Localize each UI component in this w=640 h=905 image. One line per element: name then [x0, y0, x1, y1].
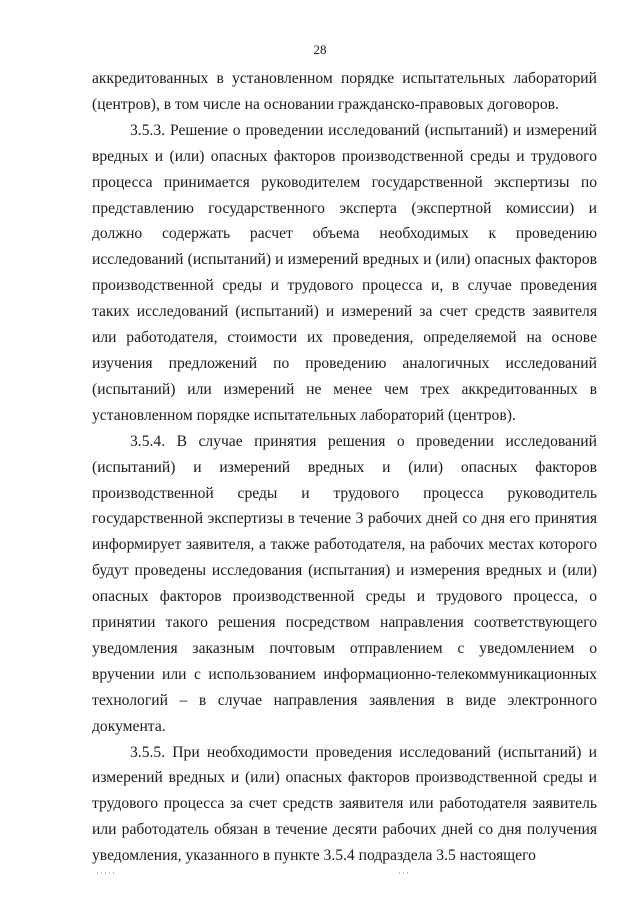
paragraph-3-5-4: 3.5.4. В случае принятия решения о проведении исследований (испытаний) и измерений вредных и (или) опасных факторов производственной среды и трудового процесса руководитель государственной экспертизы в течение 3 рабочих дней со дня его принятия информирует заявителя, а также работодателя, на рабочих местах которого будут проведены исследования (испытания) и измерения вредных и (или) опасных факторов производственной среды и трудового процесса, о принятии такого решения посредством направления соответствующего уведомления заказным почтовым отправлением с уведомлением о вручении или с использованием информационно-телекоммуникационных технологий – в случае направления заявления в виде электронного документа.: [92, 432, 597, 735]
paragraph-3-5-5: 3.5.5. При необходимости проведения исследований (испытаний) и измерений вредных и (или) опасных факторов производственной среды и трудового процесса за счет средств заявителя или работодателя заявитель или работодатель обязан в течение десяти рабочих дней со дня получения уведомления, указанного в пункте 3.5.4 подраздела 3.5 настоящего: [92, 743, 597, 865]
page-number: 28: [313, 42, 327, 57]
paragraph-3-5-3: 3.5.3. Решение о проведении исследований (испытаний) и измерений вредных и (или) опасных факторов производственной среды и трудового процесса принимается руководителем государственной экспертизы по представлению государственного эксперта (экспертной комиссии) и должно содержать расчет объема необходимых к проведению исследований (испытаний) и измерений вредных и (или) опасных факторов производственной среды и трудового процесса и, в случае проведения таких исследований (испытаний) и измерений за счет средств заявителя или работодателя, стоимости их проведения, определяемой на основе изучения предложений по проведению аналогичных исследований (испытаний) или измерений не менее чем трех аккредитованных в установленном порядке испытательных лабораторий (центров).: [92, 121, 597, 424]
paragraph-continuation: аккредитованных в установленном порядке испытательных лабораторий (центров), в том числе на основании гражданско-правовых договоров.: [92, 70, 597, 113]
document-body: [92, 66, 597, 869]
footer-scan-mark-left: ·····: [96, 868, 116, 878]
footer-scan-mark-right: ···: [398, 868, 410, 878]
